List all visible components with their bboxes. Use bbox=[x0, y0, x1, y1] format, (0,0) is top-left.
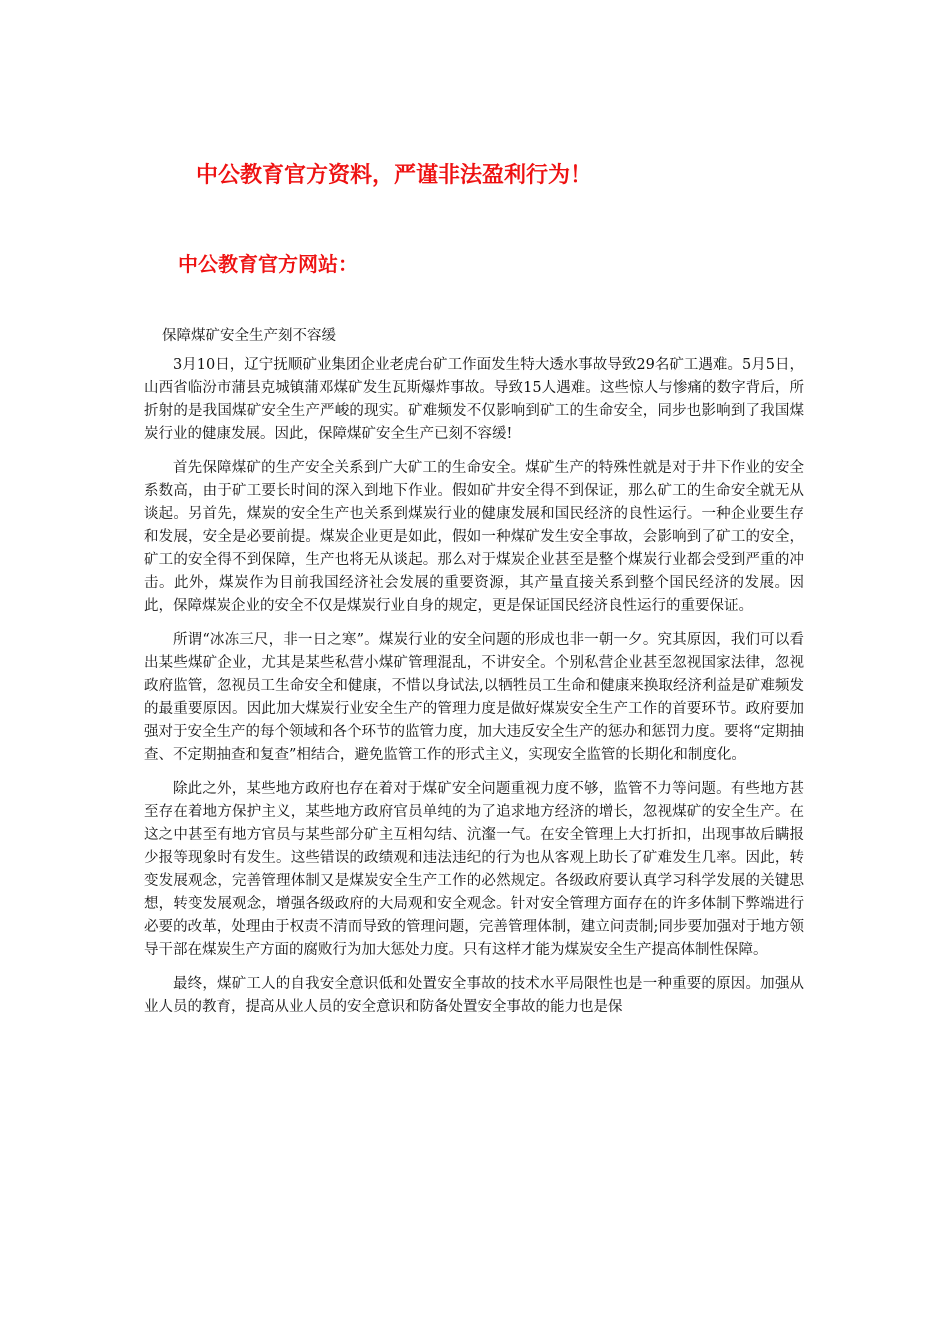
article-body bbox=[144, 354, 804, 1030]
paragraph-2: 首先保障煤矿的生产安全关系到广大矿工的生命安全。煤矿生产的特殊性就是对于井下作业的安全系数高，由于矿工要长时间的深入到地下作业。假如矿井安全得不到保证，那么矿工的生命安全就无从谈起。另首先，煤炭的安全生产也关系到煤炭行业的健康发展和国民经济的良性运行。一种企业要生存和发展，安全是必要前提。煤炭企业更是如此，假如一种煤矿发生安全事故，会影响到了矿工的安全，矿工的安全得不到保障，生产也将无从谈起。那么对于煤炭企业甚至是整个煤炭行业都会受到严重的冲击。此外，煤炭作为目前我国经济社会发展的重要资源，其产量直接关系到整个国民经济的发展。因此，保障煤炭企业的安全不仅是煤炭行业自身的规定，更是保证国民经济良性运行的重要保证。 bbox=[144, 460, 804, 614]
copyright-notice: 中公教育官方资料，严谨非法盈利行为！ bbox=[196, 163, 593, 188]
paragraph-3: 所谓“冰冻三尺，非一日之寒”。煤炭行业的安全问题的形成也非一朝一夕。究其原因，我们可以看出某些煤矿企业，尤其是某些私营小煤矿管理混乱，不讲安全。个别私营企业甚至忽视国家法律，忽视政府监管，忽视员工生命安全和健康，不惜以身试法,以牺牲员工生命和健康来换取经济利益是矿难频发的最重要原因。因此加大煤炭行业安全生产的管理力度是做好煤炭安全生产工作的首要环节。政府要加强对于安全生产的每个领域和各个环节的监管力度，加大违反安全生产的惩办和惩罚力度。要将“定期抽查、不定期抽查和复查”相结合，避免监管工作的形式主义，实现安全监管的长期化和制度化。 bbox=[144, 632, 804, 763]
official-website-label: 中公教育官方网站： bbox=[178, 252, 358, 276]
paragraph-4: 除此之外，某些地方政府也存在着对于煤矿安全问题重视力度不够，监管不力等问题。有些地方甚至存在着地方保护主义，某些地方政府官员单纯的为了追求地方经济的增长，忽视煤矿的安全生产。在这之中甚至有地方官员与某些部分矿主互相勾结、沆瀣一气。在安全管理上大打折扣，出现事故后瞒报少报等现象时有发生。这些错误的政绩观和违法违纪的行为也从客观上助长了矿难发生几率。因此，转变发展观念，完善管理体制又是煤炭安全生产工作的必然规定。各级政府要认真学习科学发展的关键思想，转变发展观念，增强各级政府的大局观和安全观念。针对安全管理方面存在的许多体制下弊端进行必要的改革，处理由于权责不清而导致的管理问题，完善管理体制，建立问责制;同步要加强对于地方领导干部在煤炭生产方面的腐败行为加大惩处力度。只有这样才能为煤炭安全生产提高体制性保障。 bbox=[144, 781, 804, 958]
paragraph-1: 3月10日，辽宁抚顺矿业集团企业老虎台矿工作面发生特大透水事故导致29名矿工遇难。5月5日，山西省临汾市蒲县克城镇蒲邓煤矿发生瓦斯爆炸事故。导致15人遇难。这些惊人与惨痛的数字背后，所折射的是我国煤矿安全生产严峻的现实。矿难频发不仅影响到矿工的生命安全，同步也影响到了我国煤炭行业的健康发展。因此，保障煤矿安全生产已刻不容缓! bbox=[144, 357, 804, 442]
article-title: 保障煤矿安全生产刻不容缓 bbox=[162, 328, 336, 344]
paragraph-5: 最终，煤矿工人的自我安全意识低和处置安全事故的技术水平局限性也是一种重要的原因。加强从业人员的教育，提高从业人员的安全意识和防备处置安全事故的能力也是保 bbox=[144, 976, 804, 1015]
